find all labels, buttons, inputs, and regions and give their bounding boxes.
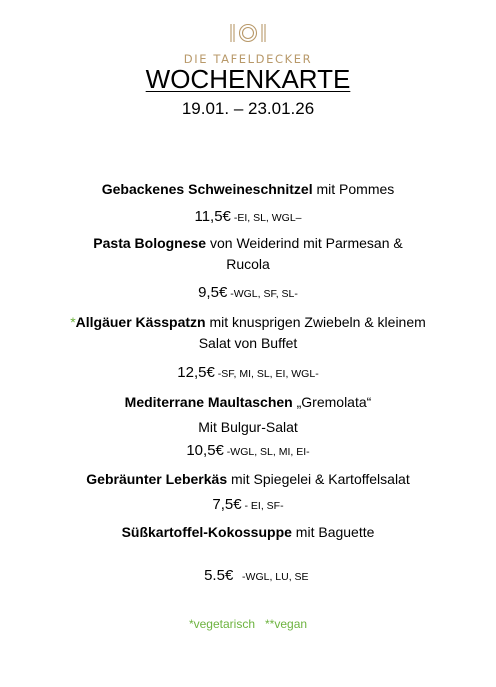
dish-title	[70, 392, 426, 413]
dish-description: von Weiderind mit Parmesan & Rucola	[206, 235, 403, 272]
dish-price: 11,5€	[194, 208, 231, 225]
dish-name: Gebräunter Leberkäs	[86, 471, 228, 487]
legend-vegan: **vegan	[265, 617, 308, 631]
allergen-codes: -WGL, SF, SL-	[227, 288, 298, 300]
vegetarian-marker: *	[70, 314, 76, 330]
dish-subtitle: Mit Bulgur-Salat	[198, 419, 298, 435]
legend-vegetarian: *vegetarisch	[188, 617, 255, 631]
dish-title	[40, 469, 456, 490]
dish-title	[70, 522, 426, 543]
dish-price: 7,5€	[212, 496, 242, 513]
dish-price-line	[0, 208, 496, 225]
dish-price: 9,5€	[198, 284, 228, 301]
allergen-codes: -WGL, SL, MI, EI-	[223, 446, 310, 458]
dish-price-line	[0, 550, 496, 601]
dish-description: „Gremolata“	[292, 394, 372, 410]
dish-description: mit Pommes	[312, 181, 395, 197]
dish-description: mit Baguette	[291, 524, 375, 540]
dish-price-line	[0, 364, 496, 381]
allergen-codes: -SF, MI, SL, EI, WGL-	[214, 368, 319, 380]
dish-price: 10,5€	[186, 442, 224, 459]
dish-price-line	[0, 496, 496, 513]
dish-title	[70, 312, 426, 354]
dish-price: 12,5€	[177, 364, 215, 381]
dish-title	[70, 179, 426, 200]
cutlery-plate-logo-icon	[228, 22, 268, 44]
dish-name: Mediterrane Maultaschen	[124, 394, 293, 410]
dish-price: 5.5€	[204, 567, 234, 584]
allergen-codes: - EI, SF-	[241, 500, 284, 512]
brand-name: DIE TAFELDECKER	[183, 52, 313, 66]
dish-description: mit knusprigen Zwiebeln & kleinem Salat von Buffet	[198, 314, 426, 351]
allergen-codes: -WGL, LU, SE	[233, 571, 309, 583]
dish-name: Allgäuer Kässpatzn	[75, 314, 206, 330]
diet-legend	[0, 617, 496, 631]
dish-title	[70, 233, 426, 275]
dish-name: Süßkartoffel-Kokossuppe	[121, 524, 292, 540]
allergen-codes: -EI, SL, WGL–	[230, 212, 302, 224]
page-title: WOCHENKARTE	[145, 64, 351, 94]
dish-description: mit Spiegelei & Kartoffelsalat	[227, 471, 410, 487]
dish-price-line	[0, 442, 496, 459]
dish-price-line	[0, 284, 496, 301]
dish-name: Pasta Bolognese	[93, 235, 207, 251]
date-range: 19.01. – 23.01.26	[181, 99, 315, 118]
dish-name: Gebackenes Schweineschnitzel	[101, 181, 313, 197]
